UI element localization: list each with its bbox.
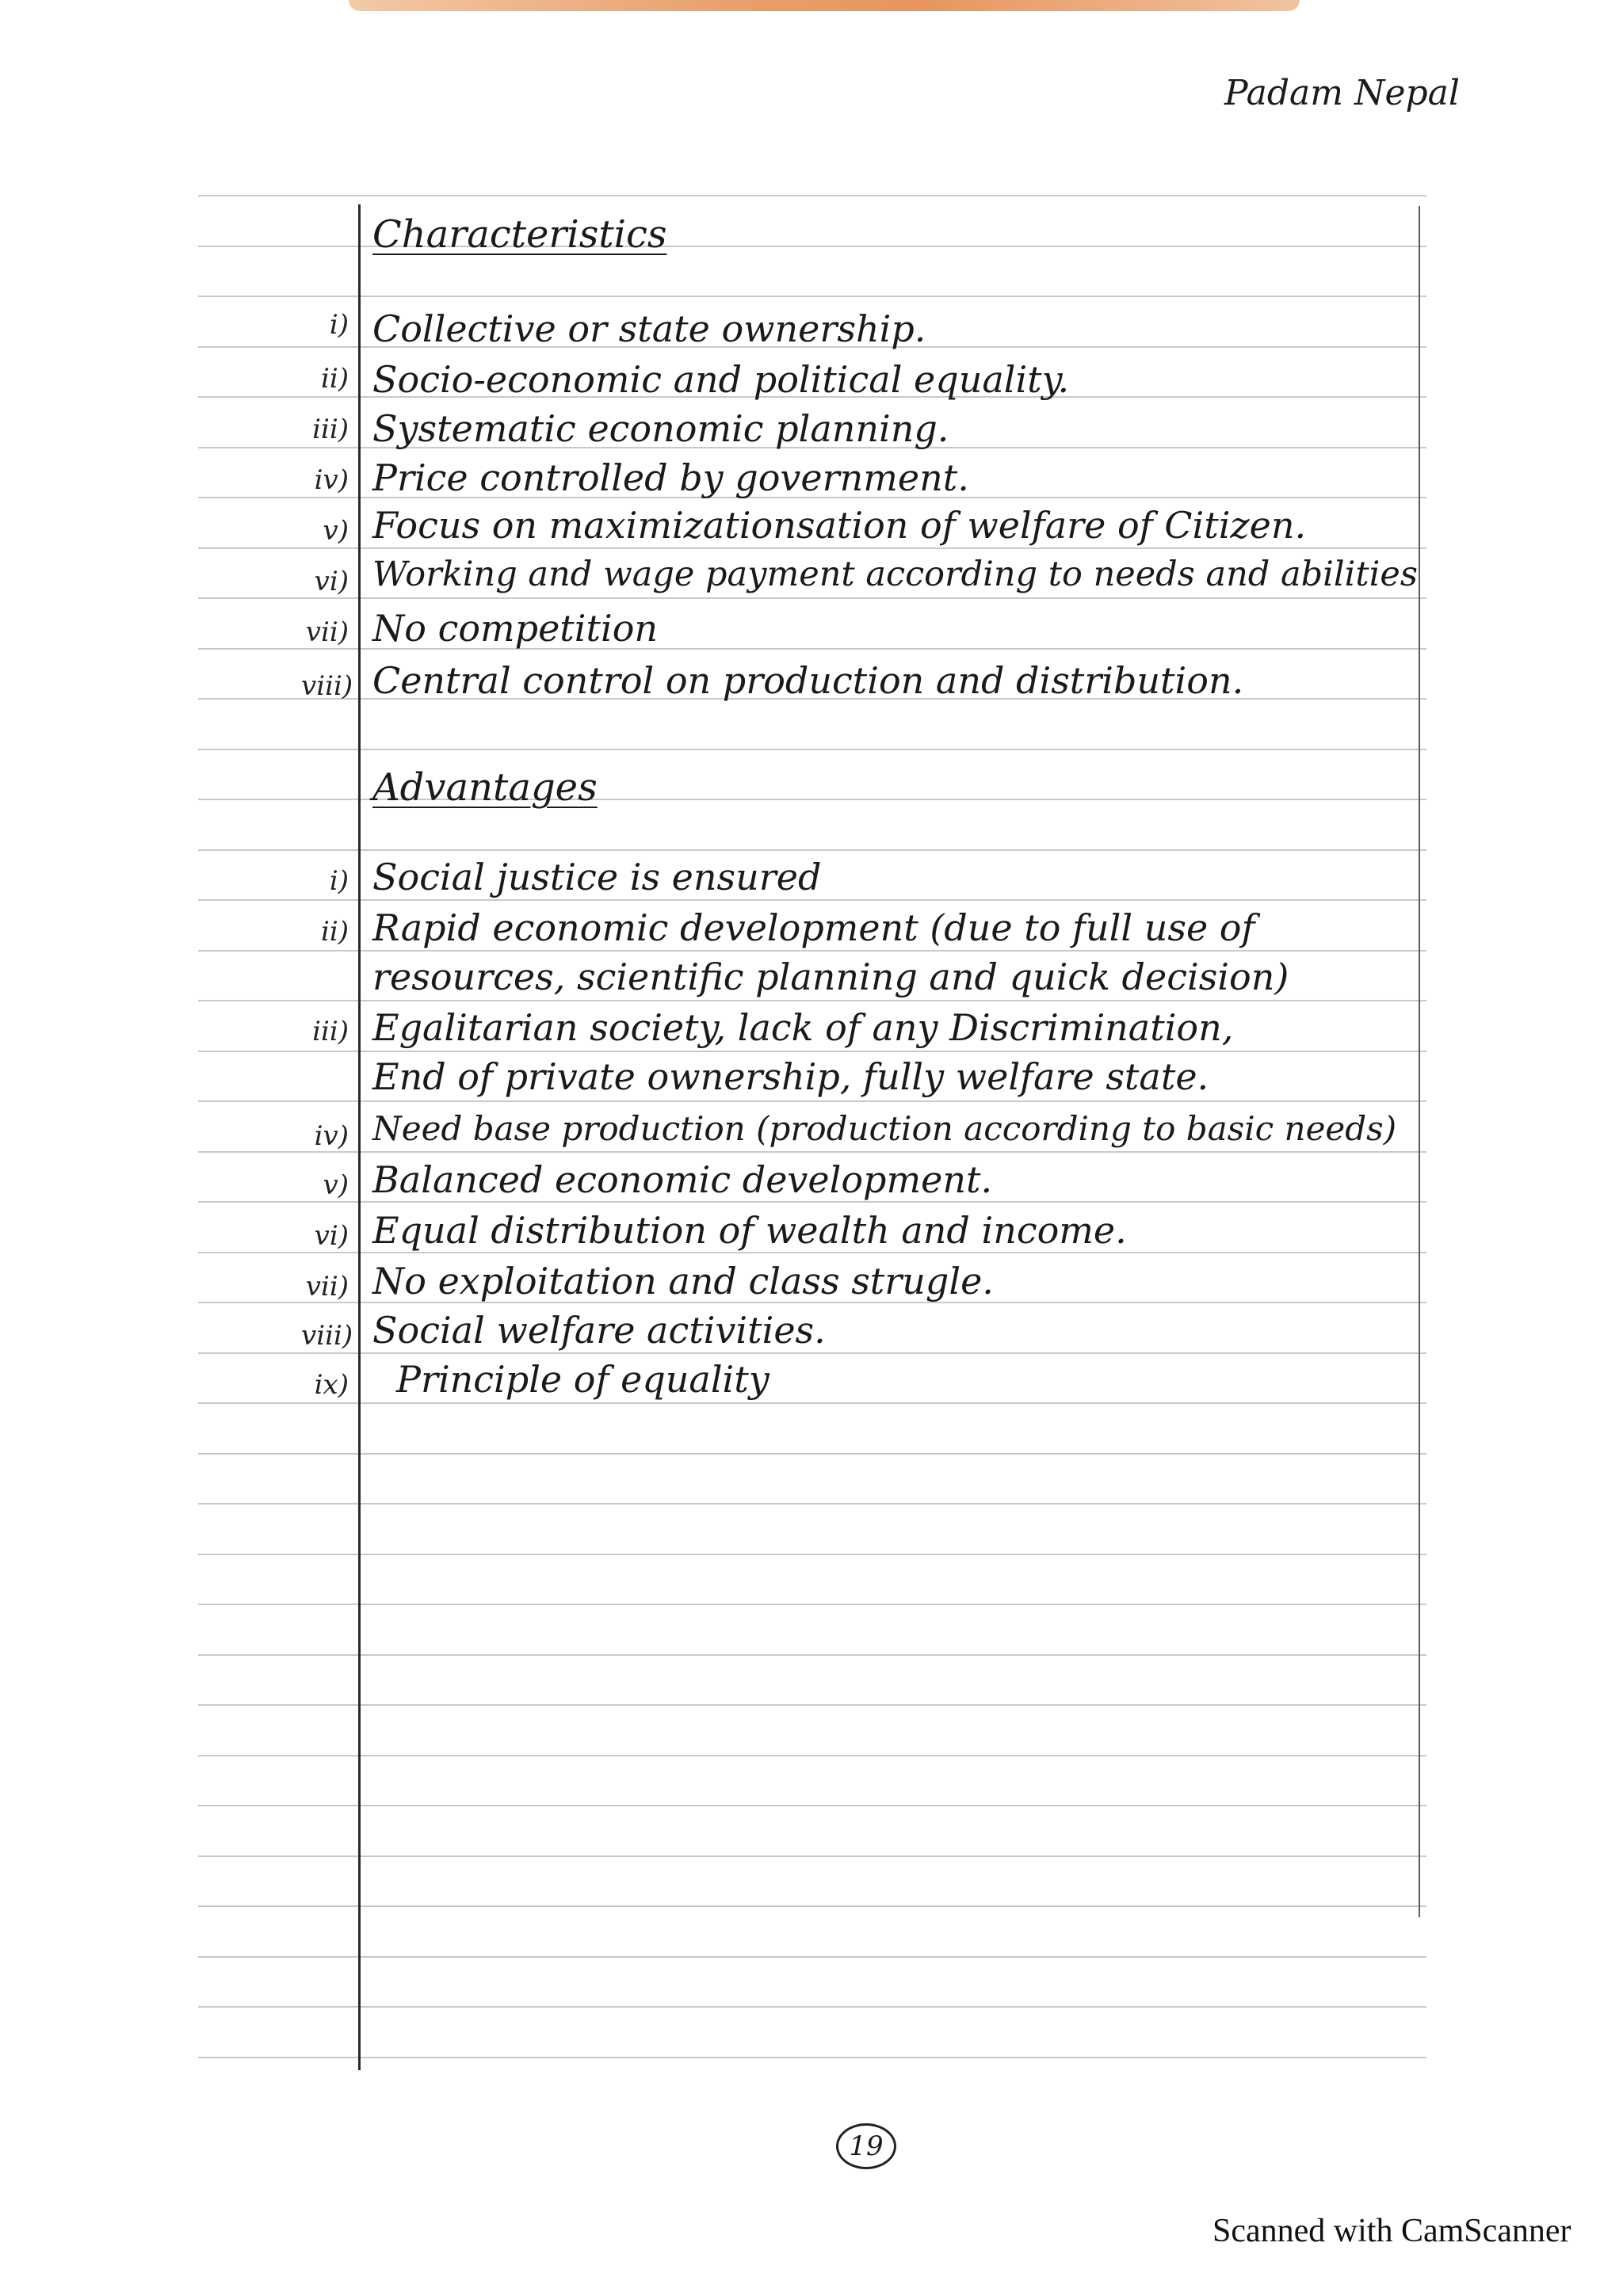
ruled-line — [198, 1151, 1426, 1153]
ruled-line — [198, 1805, 1426, 1806]
ruled-line — [198, 1855, 1426, 1857]
list-item: Focus on maximizationsation of welfare of Citizen. — [372, 504, 1307, 547]
margin-line — [358, 204, 361, 2070]
list-item: Working and wage payment according to needs and abilities — [372, 555, 1418, 594]
ruled-line — [198, 1905, 1426, 1907]
list-item: No exploitation and class strugle. — [372, 1260, 994, 1302]
list-item: Price controlled by government. — [372, 456, 969, 499]
ruled-line — [198, 547, 1426, 549]
ruled-line — [198, 1100, 1426, 1102]
list-number: v) — [323, 1169, 349, 1201]
ruled-line — [198, 1604, 1426, 1605]
camscanner-watermark: Scanned with CamScanner — [1212, 2213, 1571, 2249]
ruled-line — [198, 1453, 1426, 1455]
notebook-binding-stripe — [349, 0, 1300, 11]
list-number: ix) — [314, 1369, 349, 1401]
ruled-line — [198, 1000, 1426, 1001]
list-item: No competition — [372, 607, 659, 650]
list-number: viii) — [301, 670, 353, 702]
ruled-line — [198, 950, 1426, 952]
list-number: vi) — [314, 1220, 349, 1252]
page-edge — [1419, 0, 1623, 2296]
list-number: iv) — [314, 464, 349, 496]
page-number: 19 — [836, 2123, 896, 2169]
ruled-line — [198, 1956, 1426, 1958]
list-number: ii) — [320, 363, 349, 395]
list-number: v) — [323, 515, 349, 547]
list-number: i) — [329, 865, 349, 897]
ruled-line — [198, 1252, 1426, 1253]
ruled-line — [198, 1704, 1426, 1706]
ruled-line — [198, 1051, 1426, 1052]
ruled-line — [198, 195, 1426, 196]
list-number: ii) — [320, 916, 349, 948]
list-item: Egalitarian society, lack of any Discrimination, — [372, 1006, 1234, 1049]
list-item-continuation: End of private ownership, fully welfare state. — [372, 1055, 1209, 1098]
list-item: Socio-economic and political equality. — [372, 358, 1070, 401]
list-number: vii) — [305, 616, 349, 648]
list-item: Need base production (production according to basic needs) — [372, 1109, 1397, 1148]
author-name: Padam Nepal — [1224, 73, 1460, 113]
list-number: viii) — [301, 1320, 353, 1352]
list-item-continuation: resources, scientific planning and quick decision) — [372, 955, 1289, 998]
ruled-line — [198, 597, 1426, 599]
list-number: iv) — [314, 1120, 349, 1152]
ruled-line — [198, 749, 1426, 750]
list-item: Rapid economic development (due to full use of — [372, 906, 1255, 949]
list-number: vii) — [305, 1271, 349, 1302]
list-number: i) — [329, 309, 349, 341]
characteristics-heading: Characteristics — [372, 212, 667, 257]
list-item: Central control on production and distribution. — [372, 659, 1244, 702]
list-number: iii) — [312, 414, 349, 445]
ruled-line — [198, 1755, 1426, 1756]
right-margin-line — [1419, 206, 1420, 1917]
ruled-line — [198, 899, 1426, 901]
ruled-line — [198, 1402, 1426, 1404]
list-item: Collective or state ownership. — [372, 307, 926, 350]
ruled-line — [198, 296, 1426, 297]
ruled-line — [198, 1503, 1426, 1505]
list-item: Principle of equality — [396, 1358, 769, 1401]
ruled-line — [198, 2057, 1426, 2058]
list-number: vi) — [314, 566, 349, 597]
list-item: Systematic economic planning. — [372, 407, 949, 450]
ruled-line — [198, 1201, 1426, 1203]
list-item: Social welfare activities. — [372, 1309, 826, 1352]
ruled-line — [198, 1554, 1426, 1555]
list-item: Social justice is ensured — [372, 856, 822, 898]
ruled-line — [198, 849, 1426, 851]
advantages-heading: Advantages — [372, 765, 598, 810]
list-number: iii) — [312, 1016, 349, 1047]
ruled-line — [198, 1654, 1426, 1656]
ruled-line — [198, 2006, 1426, 2008]
list-item: Equal distribution of wealth and income. — [372, 1209, 1127, 1252]
ruled-line — [198, 1352, 1426, 1354]
list-item: Balanced economic development. — [372, 1158, 993, 1201]
